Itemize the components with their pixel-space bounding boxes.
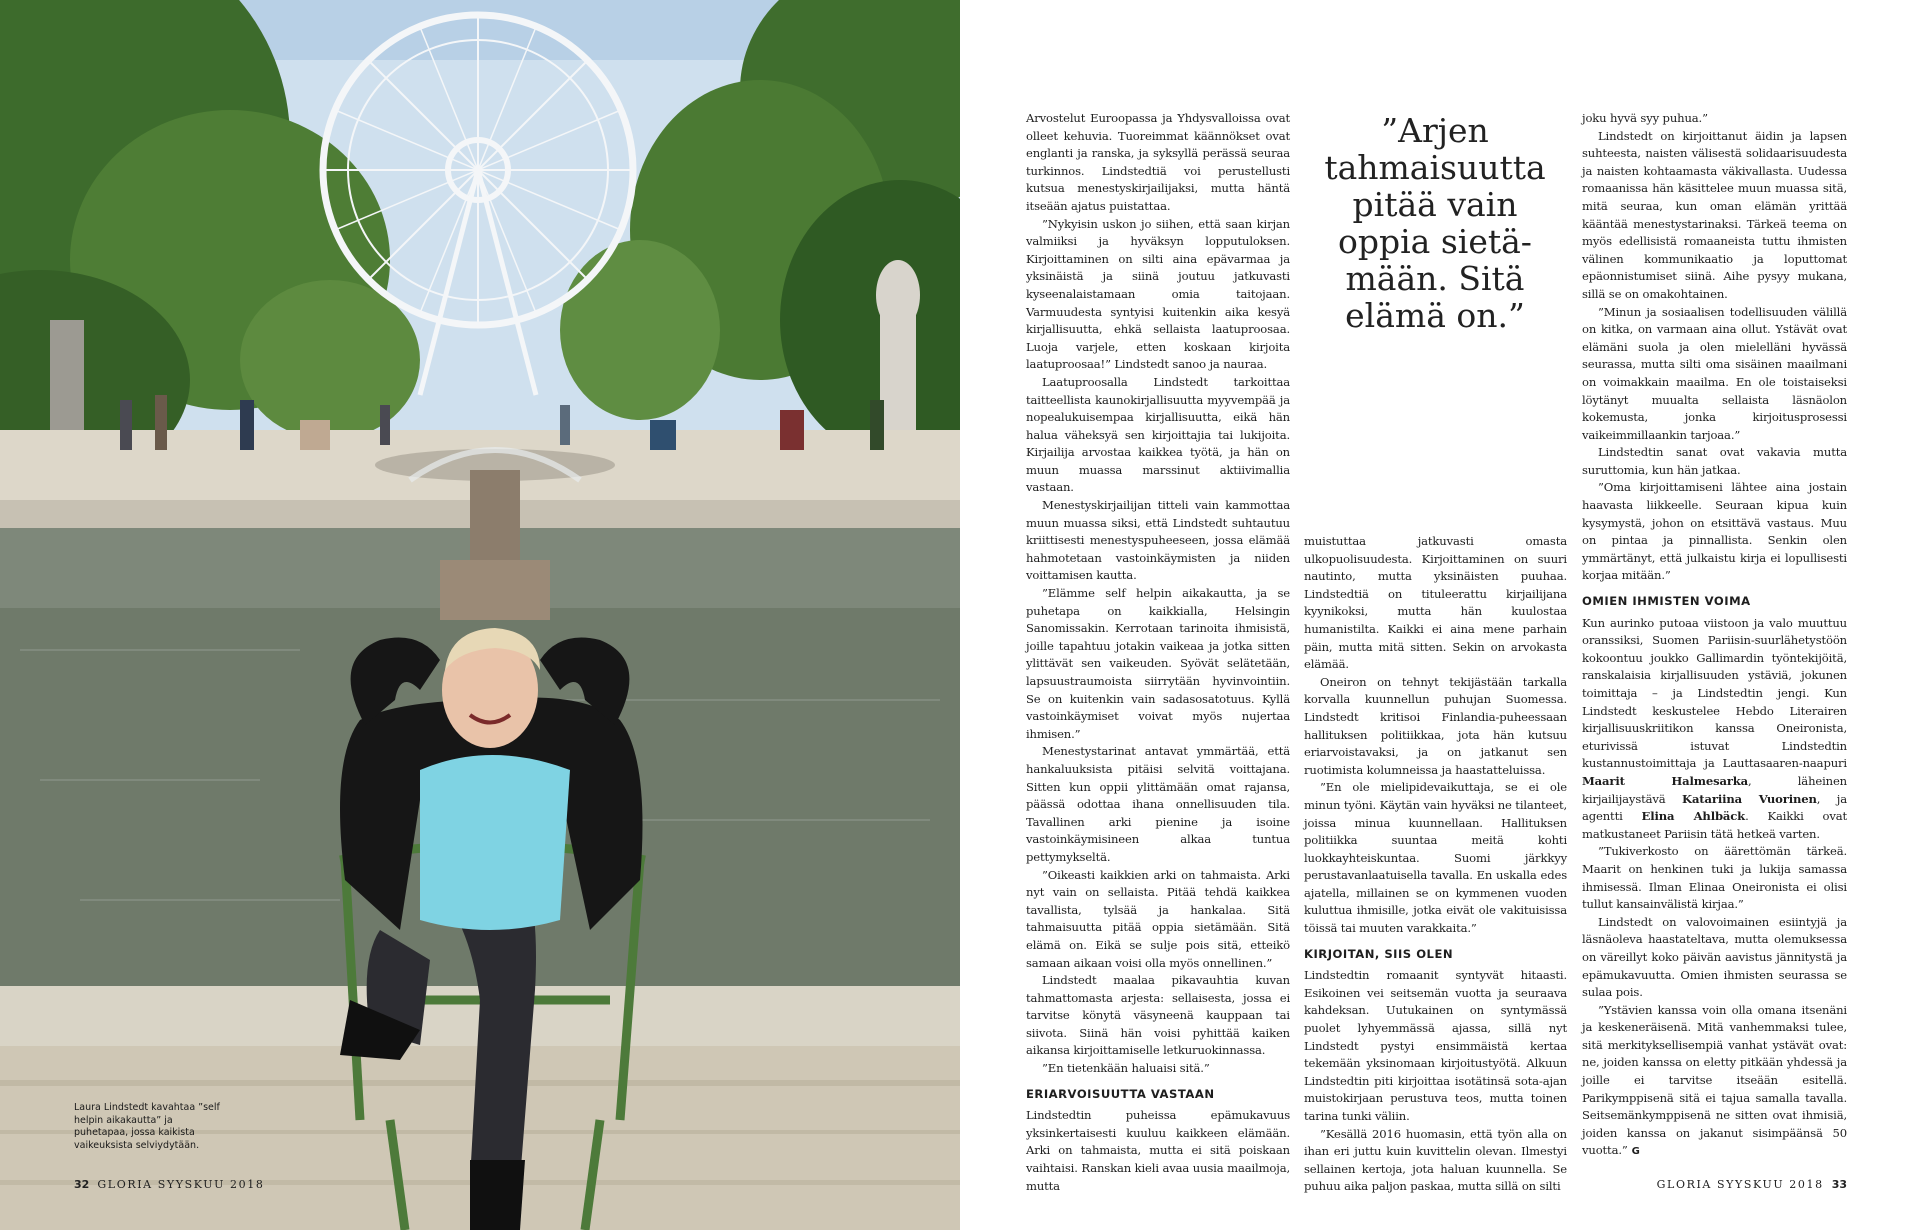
photo-caption: Laura Lindstedt kavahtaa ”self helpin aikakautta” ja puhetapaa, jossa kaikista vaikeuksista selviydytään. <box>74 1102 220 1151</box>
paragraph: Lindstedtin romaanit syntyvät hitaasti. Esikoinen vei seitsemän vuotta ja seuraava kahdeksan. Uutukainen on syntymässä puolet lyhyemmässä ajassa, sillä nyt Lindstedt pystyi ensimmäistä kertaa tekemään yksinomaan kirjoitustyötä. Alkuun Lindstedtin piti kirjoittaa isotätinsä sota-ajan muistokirjaan perustuva teos, mutta toinen tarina tunki väliin. <box>1304 968 1567 1123</box>
subheading-kirjoitan: KIRJOITAN, SIIS OLEN <box>1304 946 1454 961</box>
text-run: , läheinen kirjailijaystävä <box>1582 773 1847 806</box>
end-mark-icon: G <box>1631 1146 1640 1158</box>
paragraph: muistuttaa jatkuvasti omasta ulkopuolisuudesta. Kirjoittaminen on suuri nautinto, mutta yksinäisten puuhaa. Lindstedtiä on tituleerattu kirjailijana kyynikoksi, mutta hän kuulostaa humanistilta. Kaikki ei aina mene parhain päin, mutta mitä sitten. Sekin on arvokasta elämää. <box>1304 534 1567 672</box>
paragraph: joku hyvä syy puhua.” <box>1582 111 1708 125</box>
paragraph: ”Oikeasti kaikkien arki on tahmaista. Arki nyt vain on sellaista. Pitää tehdä kaikkea tavallista, tylsää ja hankalaa. Sitä tahmaisuutta pitää oppia sietämään. Sitä elämä on. Eikä se sulje pois sitä, etteikö samaan aikaan voisi olla myös onnellinen.” <box>1026 867 1290 970</box>
paragraph: Lindstedt maalaa pikavauhtia kuvan tahmattomasta arjesta: sellaisesta, jossa ei tarvitse könytä väsyneenä kauppaan tai siivota. Siinä hän voisi pyhittää kaiken aikansa kirjoittamiselle letkuruokinnassa. <box>1026 973 1290 1058</box>
paragraph: Menestyskirjailijan titteli vain kammottaa muun muassa siksi, että Lindstedt suhtautuu kriittisesti menestyspuheeseen, jossa elämää hahmotetaan vastoinkäymisten ja niiden voittamisen kautta. <box>1026 498 1290 583</box>
pull-quote: ”Arjen tahmaisuutta pitää vain oppia sietä-mään. Sitä elämä on.” <box>1324 111 1546 335</box>
subheading-omien-ihmisten: OMIEN IHMISTEN VOIMA <box>1582 594 1751 609</box>
paragraph: Lindstedtin puheissa epämukavuus yksinkertaisesti kuuluu kaikkeen elämään. Arki on tahmaista, mutta ei sitä poiskaan vaihtaisi. Ranskan kieli avaa uusia maailmoja, mutta <box>1026 1108 1290 1193</box>
paragraph: Lindstedt on kirjoittanut äidin ja lapsen suhteesta, naisten välisestä solidaarisuudesta ja naisten kohtaamasta väkivallasta. Uudessa romaanissa hän käsittelee muun muassa sitä, mitä seuraa, kun oman elämän yrittää kääntää menestystarinaksi. Tärkeä teema on myös edellisistä romaaneista tuttu ihmisten välinen kommunikaatio ja loputtomat epäonnistumiset siinä. Aihe pysyy mukana, sillä se on omakohtainen. <box>1582 128 1847 301</box>
text-run: . Kaikki ovat matkustaneet Pariisin tätä hetkeä varten. <box>1582 809 1847 841</box>
text-column-2 <box>1304 533 1567 1196</box>
paragraph: ”Nykyisin uskon jo siihen, että saan kirjan valmiiksi ja hyväksyn lopputuloksen. Kirjoittaminen on silti aina epävarmaa ja yksinäistä ja siinä joutuu jatkuvasti kyseenalaistamaan omia taitojaan. Varmuudesta syntyisi kuitenkin aika kesyä kirjallisuutta, ehkä sellaista laatuproosaa. Luoja varjele, etten koskaan kirjoita laatuproosaa!” Lindstedt sanoo ja nauraa. <box>1026 216 1290 372</box>
paragraph: ”En tietenkään haluaisi sitä.” <box>1042 1061 1210 1076</box>
paragraph: ”Oma kirjoittamiseni lähtee aina jostain haavasta liikkeelle. Seuraan kipua kuin kysymystä, johon on etsittävä vastaus. Muu on pintaa ja pinnallista. Senkin olen ymmärtänyt, että julkaistu kirja ei lopullisesti korjaa mitään.” <box>1582 480 1847 583</box>
subheading-eriarvoisuutta: ERIARVOISUUTTA VASTAAN <box>1026 1086 1215 1101</box>
page-folio-left <box>74 1178 264 1191</box>
paragraph: ”Minun ja sosiaalisen todellisuuden välillä on kitka, on varmaan aina ollut. Ystävät ovat elämäni suola ja olen mielelläni hyvässä seurassa, mutta silti oma sisäinen maailmani on voimakkain maailma. En ole toistaiseksi löytänyt muualta sellaista läsnäolon kokemusta, jonka kirjoitusprosessi vaikeimmillaankin tarjoaa.” <box>1582 304 1847 442</box>
paragraph: ”Elämme self helpin aikakautta, ja se puhetapa on kaikkialla, Helsingin Sanomissakin. Kerrotaan tarinoita ihmisistä, joille tapahtuu jotakin vaikeaa ja jotka sitten ylittävät sen vaikeuden. Syövät selätetään, lapsuustraumoista siirrytään hyvinvointiin. Se on kuitenkin vain sadasosatotuus. Kyllä vastoinkäymiset voivat myös nujertaa ihmisen.” <box>1026 586 1290 741</box>
page-number-right: 33 <box>1831 1178 1847 1191</box>
magazine-issue-right: GLORIA SYYSKUU 2018 <box>1656 1178 1824 1191</box>
page-folio-right <box>1657 1178 1847 1191</box>
paragraph-with-names <box>1582 615 1847 844</box>
paragraph: ”Kesällä 2016 huomasin, että työn alla on ihan eri juttu kuin kuvittelin olevan. Ilmestyi sellainen kertoja, jota haluan kuunnella. Se puhuu aika paljon paskaa, mutta sillä on silti <box>1304 1126 1567 1194</box>
page-number-left: 32 <box>74 1178 90 1191</box>
paragraph: ”Tukiverkosto on äärettömän tärkeä. Maarit on henkinen tuki ja lukija samassa ihmisessä. Ilman Elinaa Oneironista ei olisi tullut kansainvälistä kirjaa.” <box>1582 844 1847 912</box>
person-name: Elina Ahlbäck <box>1641 809 1746 824</box>
text-column-1 <box>1026 110 1290 1195</box>
text-run: ”Ystävien kanssa voin olla omana itsenäni ja keskeneräisenä. Mitä vanhemmaksi tulee, sitä merkityksellisempiä vanhat ystävät ovat: ne, joiden kanssa on eletty pitkään yhdessä ja joille ei tarvitse itseään esitellä. Parikymppisenä sitä ei tajua samalla tavalla. Seitsemänkymppisenä ne sitten ovat ihmisiä, joiden kanssa on jakanut sisimpäänsä 50 vuotta.” <box>1582 1002 1847 1158</box>
text-run: , ja agentti <box>1582 791 1847 824</box>
paragraph: Lindstedtin sanat ovat vakavia mutta suruttomia, kun hän jatkaa. <box>1582 445 1847 477</box>
paragraph <box>1582 1002 1847 1161</box>
person-name: Maarit Halmesarka <box>1582 773 1749 788</box>
text-run: Kun aurinko putoaa viistoon ja valo muuttuu oranssiksi, Suomen Pariisin-suurlähetystöön kokoontuu joukko Gallimardin työntekijöitä, ranskalaisia kirjallisuuden ystäviä, jokunen toimittaja – ja Lindstedtin jengi. Kun Lindstedt keskustelee Hebdo Literairen kirjallisuuskriitikon kanssa Oneironista, eturivissä istuvat Lindstedtin kustannustoimittaja ja Lauttasaaren-naapuri <box>1582 615 1847 771</box>
person-name: Katariina Vuorinen <box>1682 791 1817 806</box>
paragraph: Laatuproosalla Lindstedt tarkoittaa taitteellista kaunokirjallisuutta myyvempää ja nopealukuisempaa kirjallisuutta, eikä hän halua väheksyä sen kirjoittajia tai lukijoita. Kirjailija arvostaa kaikkea työtä, ja hän on muun muassa marssinut aktiivimallia vastaan. <box>1026 374 1290 495</box>
paragraph: Menestystarinat antavat ymmärtää, että hankaluuksista pitäisi selvitä voittajana. Sitten kun oppii ylittämään omat rajansa, päässä odottaa ihana onnellisuuden tila. Tavallinen arki pienine ja isoine vastoinkäymisineen alkaa tuntua pettymykseltä. <box>1026 744 1290 864</box>
paragraph: Arvostelut Euroopassa ja Yhdysvalloissa ovat olleet kehuvia. Tuoreimmat käännökset ovat englanti ja ranska, ja syksyllä perässä seuraa turkinnos. Lindstedtiä voi perustellusti kutsua menestyskirjailijaksi, mutta häntä itseään ajatus puistattaa. <box>1026 111 1290 213</box>
paragraph: Lindstedt on valovoimainen esiintyjä ja läsnäoleva haastateltava, mutta olemuksessa on väreillyt koko päivän aavistus jännitystä ja epämukavuutta. Omien ihmisten seurassa se sulaa pois. <box>1582 914 1847 1000</box>
magazine-issue-left: GLORIA SYYSKUU 2018 <box>97 1178 265 1191</box>
paragraph: Oneiron on tehnyt tekijästään tarkalla korvalla kuunnellun puhujan Suomessa. Lindstedt kritisoi Finlandia-puheessaan hallituksen politiikkaa, jota hän kutsuu eriarvoistavaksi, ja on jatkanut sen ruotimista kolumneissa ja haastatteluissa. <box>1304 674 1567 777</box>
paragraph: ”En ole mielipidevaikuttaja, se ei ole minun työni. Käytän vain hyväksi ne tilanteet, joissa minua kuunnellaan. Hallituksen politiikka suuntaa meitä kohti luokkayhteiskuntaa. Suomi järkkyy perustavanlaatuisella tavalla. En uskalla edes ajatella, millainen se on kymmenen vuoden kuluttua ihmisille, jotka eivät ole vakituisissa töissä tai muuten varakkaita.” <box>1304 780 1567 936</box>
text-column-3 <box>1582 110 1847 1161</box>
